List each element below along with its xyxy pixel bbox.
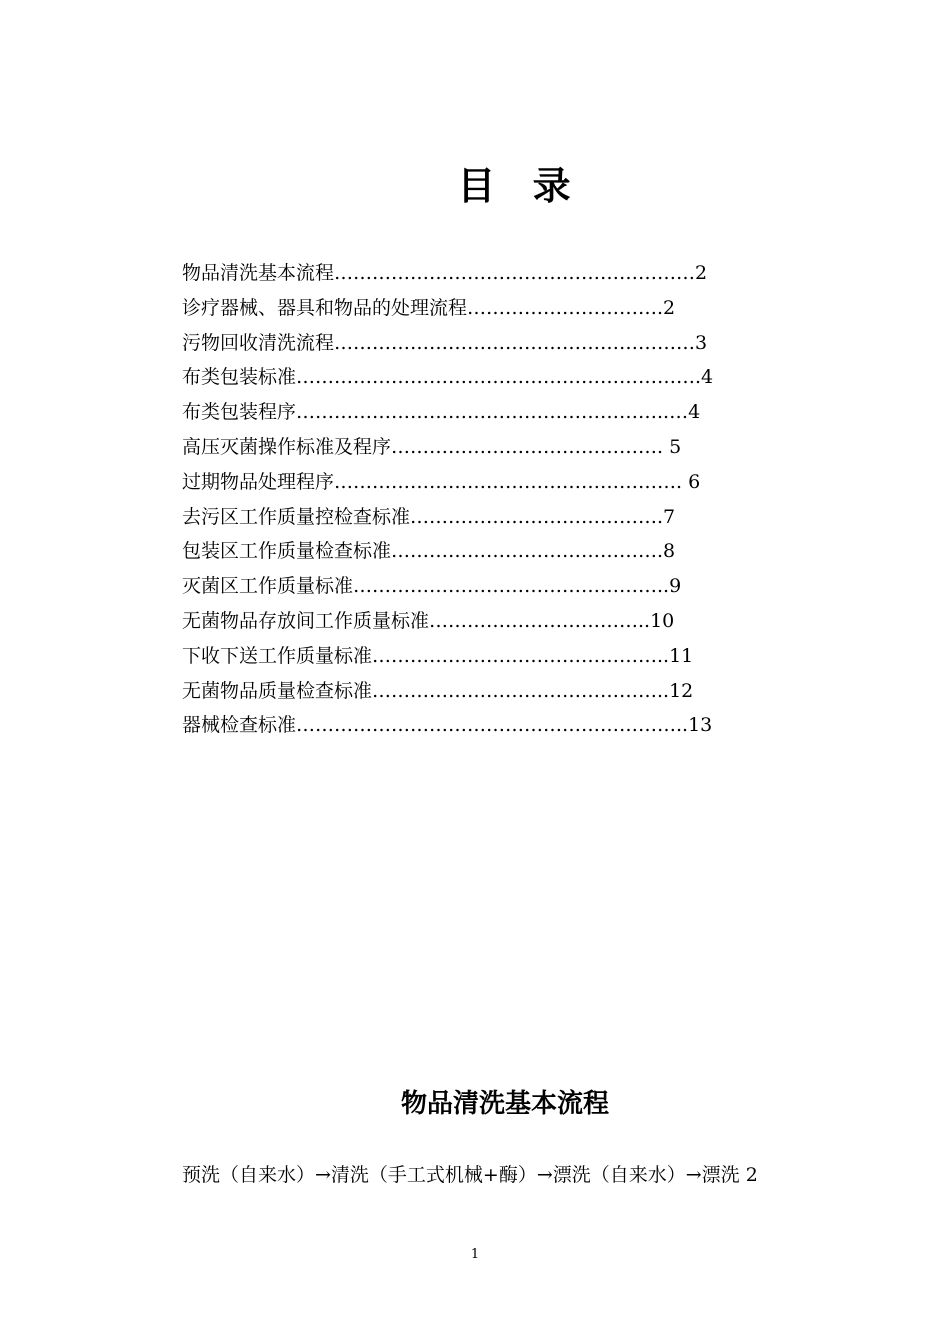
toc-entry [182, 326, 782, 361]
toc-entry-text: 布类包装程序…………………………………………………..…4 [182, 401, 701, 424]
toc-entry [182, 291, 782, 326]
section-heading: 物品清洗基本流程 [400, 1089, 609, 1119]
toc-entry [182, 500, 782, 535]
toc-entry [182, 604, 782, 639]
toc-entry-text: 灭菌区工作质量标准…………………………………………..9 [182, 575, 682, 598]
toc-entry-text: 器械检查标准……………………………………………………..13 [182, 714, 713, 737]
toc-entry [182, 360, 782, 395]
toc-entry-text: 下收下送工作质量标准………………………………………..11 [182, 644, 694, 667]
toc-entry [182, 569, 782, 604]
toc-entry-text: 无菌物品质量检查标准………………………………………..12 [182, 679, 694, 702]
toc-title: 目 录 [457, 163, 583, 208]
toc-entry [182, 430, 782, 465]
toc-entry-text: 去污区工作质量控检查标准………………………………….7 [182, 505, 676, 528]
toc-entry-text: 无菌物品存放间工作质量标准……………………………..10 [182, 609, 675, 632]
toc-entry [182, 639, 782, 674]
toc-entry [182, 395, 782, 430]
toc-entry-text: 诊疗器械、器具和物品的处理流程………………………….2 [182, 296, 676, 319]
toc-entry-text: 物品清洗基本流程…………………………………………………2 [182, 262, 708, 284]
toc-entry [182, 256, 782, 291]
toc-entry [182, 465, 782, 500]
toc-entry-text: 包装区工作质量检查标准…………………………………….8 [182, 540, 676, 563]
toc-entry-text: 高压灭菌操作标准及程序……………………………………. 5 [182, 435, 682, 458]
toc-entry-text: 过期物品处理程序………………………………………………. 6 [182, 470, 701, 493]
section-paragraph: 预洗（自来水）→清洗（手工式机械+酶）→漂洗（自来水）→漂洗 2 [182, 1164, 758, 1186]
toc-entry-text: 布类包装标准……………………………………………………….4 [182, 366, 714, 389]
page-number: 1 [470, 1247, 480, 1262]
table-of-contents [182, 256, 782, 743]
toc-entry [182, 674, 782, 709]
toc-entry [182, 534, 782, 569]
toc-entry [182, 708, 782, 743]
toc-entry-text: 污物回收清洗流程…………………………………………………3 [182, 331, 708, 354]
